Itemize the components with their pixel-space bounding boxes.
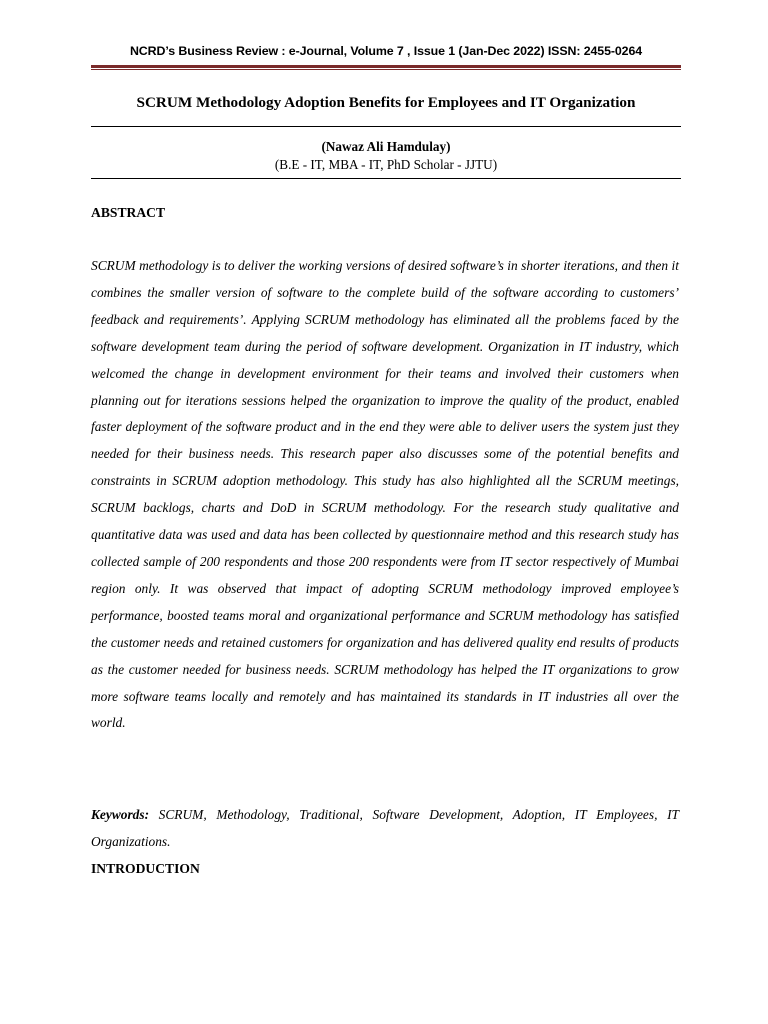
paper-title: SCRUM Methodology Adoption Benefits for Employees and IT Organization	[136, 94, 636, 111]
keywords-label: Keywords:	[91, 807, 150, 822]
abstract-heading: ABSTRACT	[91, 205, 166, 220]
keywords-paragraph	[91, 802, 679, 856]
author-divider	[91, 178, 681, 179]
header-divider-thick	[91, 65, 681, 68]
journal-header: NCRD’s Business Review : e-Journal, Volume 7 , Issue 1 (Jan-Dec 2022) ISSN: 2455-0264	[129, 44, 643, 58]
author-affiliation: (B.E - IT, MBA - IT, PhD Scholar - JJTU)	[274, 157, 498, 172]
abstract-body: SCRUM methodology is to deliver the working versions of desired software’s in shorter iterations, and then it combines the smaller version of software to the complete build of the software according to customers’ feedback and requirements’. Applying SCRUM methodology has eliminated all the problems faced by the software development team during the period of software development. Organization in IT industry, which welcomed the change in development environment for their teams and involved their customers when planning out for iterations sessions helped the organization to improve the quality of the product, enabled faster deployment of the software product and in the end they were able to deliver users the system just they needed for their business needs. This research paper also discusses some of the potential benefits and constraints in SCRUM adoption methodology. This study has also highlighted all the SCRUM meetings, SCRUM backlogs, charts and DoD in SCRUM methodology. For the research study qualitative and quantitative data was used and data has been collected by questionnaire method and this research study has collected sample of 200 respondents and those 200 respondents were from IT sector respectively of Mumbai region only. It was observed that impact of adopting SCRUM methodology improved employee’s performance, boosted teams moral and organizational performance and SCRUM methodology has satisfied the customer needs and retained customers for organization and has delivered quality end results of products as the customer needed for business needs. SCRUM methodology has helped the IT organizations to grow more software teams locally and remotely and has maintained its standards in IT industries all over the world.	[91, 258, 679, 731]
author-name: (Nawaz Ali Hamdulay)	[321, 139, 451, 154]
keywords-text: SCRUM, Methodology, Traditional, Software Development, Adoption, IT Employees, IT Organizations.	[91, 807, 679, 849]
title-divider	[91, 126, 681, 127]
introduction-heading: INTRODUCTION	[91, 861, 200, 876]
header-divider-thin	[91, 69, 681, 70]
